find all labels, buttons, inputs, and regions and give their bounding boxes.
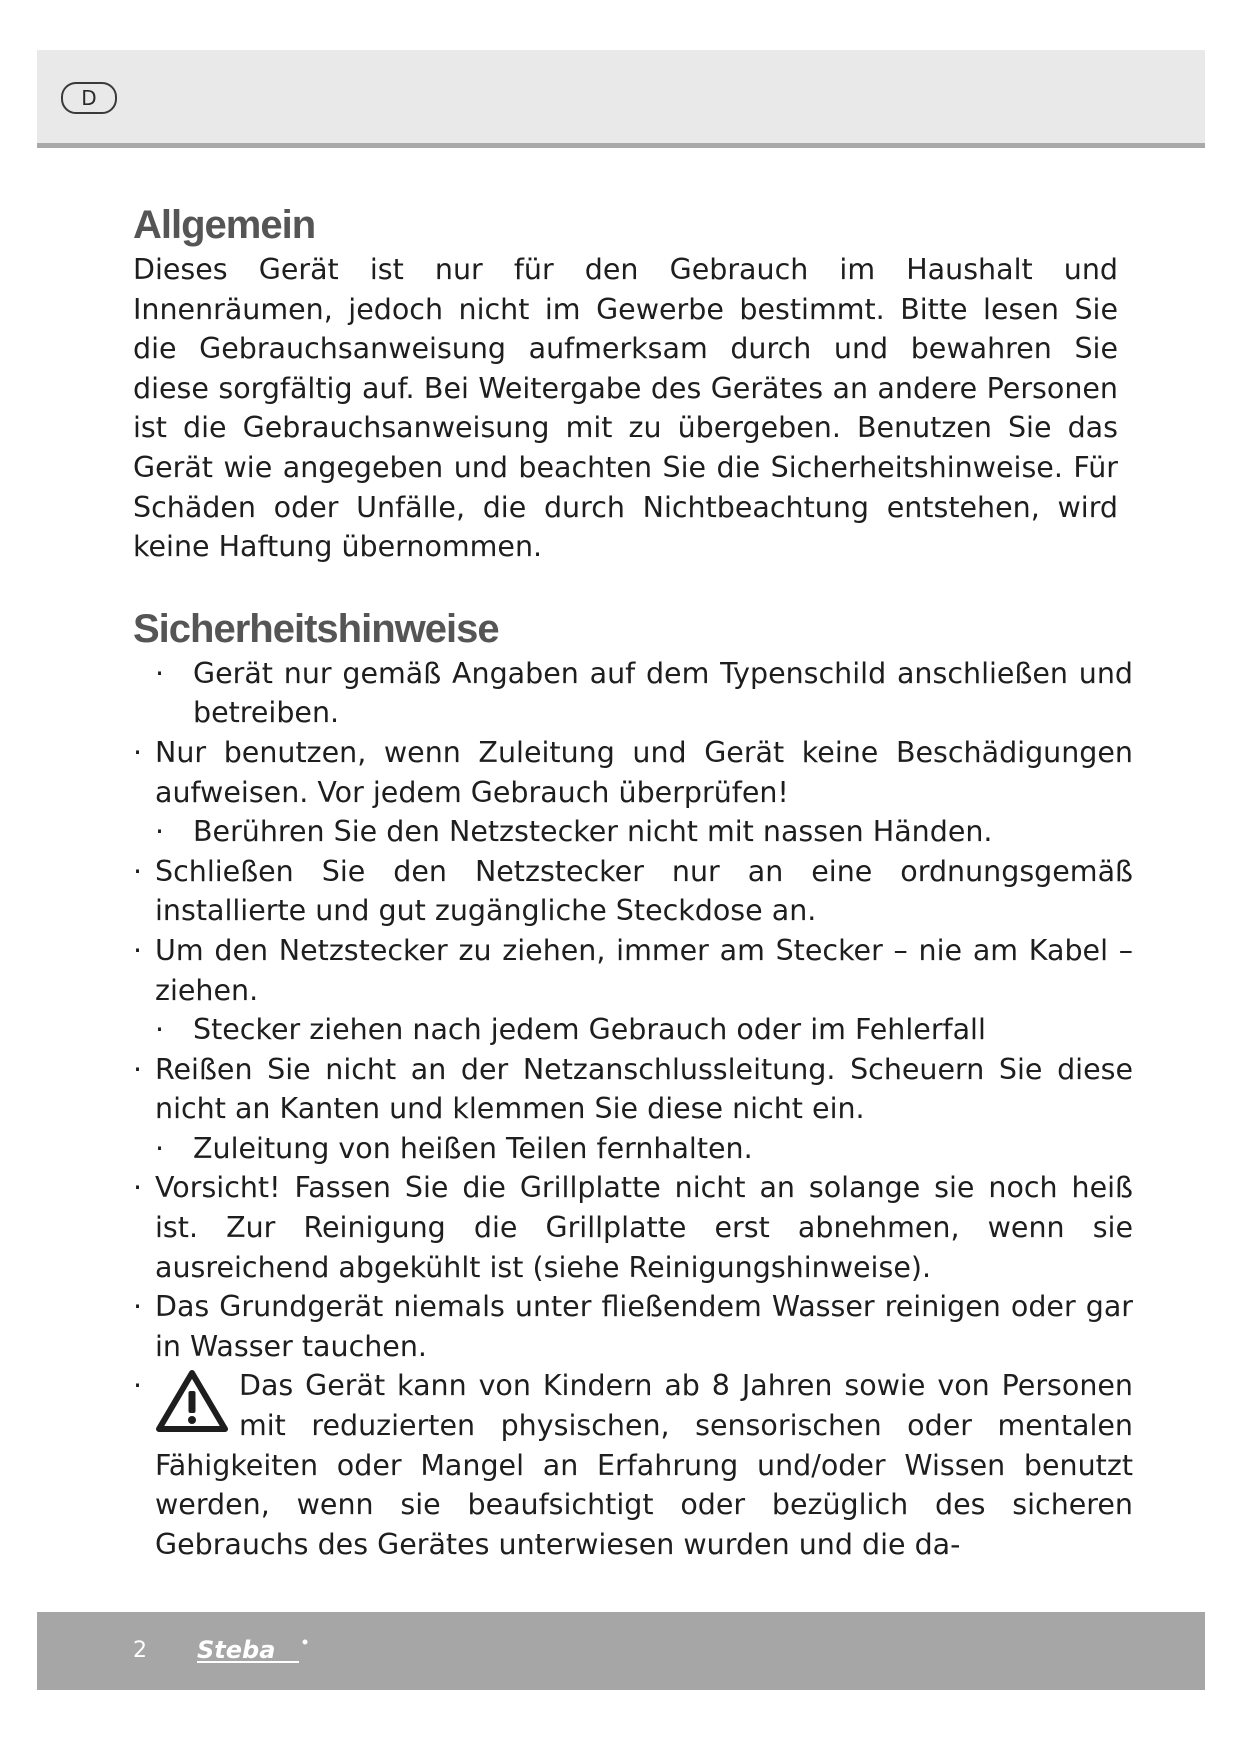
- bullet-dot: ·: [133, 1052, 143, 1086]
- list-item: [133, 1168, 1133, 1287]
- safety-list: [133, 654, 1133, 1565]
- page-content: [133, 200, 1133, 1564]
- list-item: [133, 852, 1133, 931]
- bullet-dot: ·: [155, 815, 165, 849]
- list-item: [133, 931, 1133, 1010]
- list-item: [133, 812, 1133, 852]
- list-item: [133, 1287, 1133, 1366]
- list-item-text: Zuleitung von heißen Teilen fernhalten.: [193, 1131, 753, 1165]
- list-item-text: Vorsicht! Fassen Sie die Grillplatte nicht an solange sie noch heiß ist. Zur Reinigung die Grillplatte erst abnehmen, wenn sie ausreichend abgekühlt ist (siehe Reinigungshinweise).: [155, 1171, 1133, 1284]
- list-item: [133, 733, 1133, 812]
- page-footer: [37, 1612, 1205, 1690]
- list-item-text: Das Gerät kann von Kindern ab 8 Jahren sowie von Personen mit reduzierten physischen, sensorischen oder mentalen Fähigkeiten oder Mangel an Erfahrung und/oder Wissen benutzt werden, wenn sie beaufsichtigt oder bezüglich des sicheren Gebrauchs des Gerätes unterwiesen wurden und die da-: [155, 1369, 1133, 1561]
- list-item-text: Um den Netzstecker zu ziehen, immer am Stecker – nie am Kabel – ziehen.: [155, 933, 1133, 1007]
- language-badge: D: [61, 82, 117, 114]
- bullet-dot: ·: [133, 735, 143, 769]
- list-item-warning: [133, 1366, 1133, 1564]
- list-item: [133, 654, 1133, 733]
- list-item-text: Berühren Sie den Netzstecker nicht mit nassen Händen.: [193, 815, 993, 849]
- list-item: [133, 1010, 1133, 1050]
- list-item: [133, 1050, 1133, 1129]
- section-title-general: Allgemein: [133, 203, 316, 247]
- page-number: 2: [133, 1638, 147, 1663]
- general-paragraph: Dieses Gerät ist nur für den Gebrauch im Haushalt und Innenräumen, jedoch nicht im Gewerbe bestimmt. Bitte lesen Sie die Gebrauchsanweisung aufmerksam durch und bewahren Sie diese sorgfältig auf. Bei Weitergabe des Gerätes an andere Personen ist die Gebrauchsanweisung mit zu übergeben. Benutzen Sie das Gerät wie angegeben und beachten Sie die Sicherheitshinweise. Für Schäden oder Unfälle, die durch Nichtbeachtung entstehen, wird keine Haftung übernommen.: [133, 253, 1118, 564]
- list-item-text: Gerät nur gemäß Angaben auf dem Typenschild anschließen und betreiben.: [193, 656, 1133, 730]
- brand-logo: [195, 1634, 315, 1668]
- bullet-dot: ·: [133, 933, 143, 967]
- list-item-text: Das Grundgerät niemals unter fließendem Wasser reinigen oder gar in Wasser tauchen.: [155, 1290, 1133, 1363]
- brand-logo-text: Steba: [197, 1636, 276, 1664]
- bullet-dot: ·: [133, 1369, 143, 1403]
- list-item-text: Reißen Sie nicht an der Netzanschlussleitung. Scheuern Sie diese nicht an Kanten und klemmen Sie diese nicht ein.: [155, 1052, 1133, 1126]
- bullet-dot: ·: [155, 656, 165, 690]
- page-header: [37, 50, 1205, 148]
- list-item: [133, 1129, 1133, 1169]
- bullet-dot: ·: [133, 1290, 143, 1324]
- list-item-text: Nur benutzen, wenn Zuleitung und Gerät keine Beschädigungen aufweisen. Vor jedem Gebrauch überprüfen!: [155, 735, 1133, 809]
- bullet-dot: ·: [155, 1013, 165, 1047]
- section-title-safety: Sicherheitshinweise: [133, 606, 499, 651]
- list-item-text: Stecker ziehen nach jedem Gebrauch oder im Fehlerfall: [193, 1013, 986, 1047]
- warning-triangle-icon: [155, 1368, 229, 1434]
- bullet-dot: ·: [133, 1171, 143, 1205]
- bullet-dot: ·: [155, 1131, 165, 1165]
- bullet-dot: ·: [133, 854, 143, 888]
- list-item-text: Schließen Sie den Netzstecker nur an eine ordnungsgemäß installierte und gut zugängliche Steckdose an.: [155, 854, 1133, 928]
